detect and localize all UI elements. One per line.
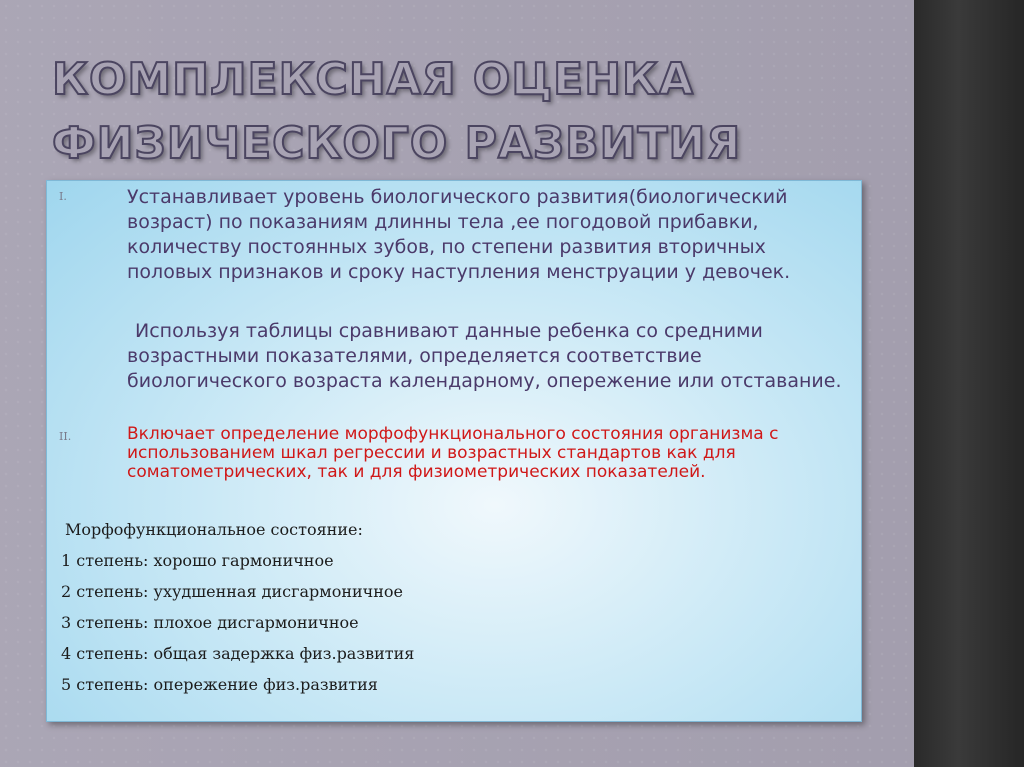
- item-number-1: I.: [59, 190, 67, 203]
- stage-list: [61, 519, 841, 705]
- right-dark-strip: [914, 0, 1024, 767]
- title-line-1: КОМПЛЕКСНАЯ ОЦЕНКА: [52, 54, 695, 105]
- title-line-2: ФИЗИЧЕСКОГО РАЗВИТИЯ: [52, 118, 742, 169]
- stage-item-3: 3 степень: плохое дисгармоничное: [61, 613, 359, 632]
- stages-heading: Морфофункциональное состояние:: [65, 520, 363, 539]
- content-box: [46, 180, 862, 722]
- item-number-2: II.: [59, 430, 72, 443]
- item-text-3: Включает определение морфофункционального состояния организма с использованием шкал регрессии и возрастных стандартов как для соматометрических, так и для физиометрических показателей.: [127, 424, 779, 482]
- stage-item-4: 4 степень: общая задержка физ.развития: [61, 644, 415, 663]
- item-text-1: Устанавливает уровень биологического развития(биологический возраст) по показаниям длинны тела ,ее погодовой прибавки, количеству постоянных зубов, по степени развития вторичных половых признаков и сроку наступления менструации у девочек.: [127, 186, 791, 283]
- stage-item-5: 5 степень: опережение физ.развития: [61, 675, 378, 694]
- stage-item-2: 2 степень: ухудшенная дисгармоничное: [61, 582, 404, 601]
- item-text-2: Используя таблицы сравнивают данные ребенка со средними возрастными показателями, определяется соответствие биологического возраста календарному, опережение или отставание.: [127, 320, 842, 392]
- slide-title: [52, 48, 872, 176]
- stage-item-1: 1 степень: хорошо гармоничное: [61, 551, 334, 570]
